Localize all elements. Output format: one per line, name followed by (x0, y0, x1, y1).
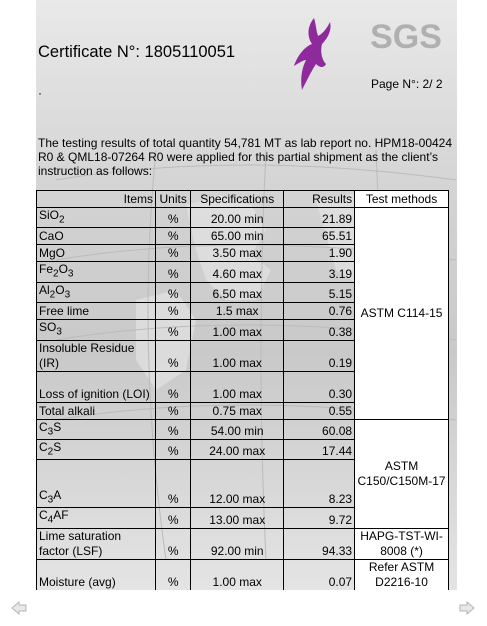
method-cell: ASTM C150/C150M-17 (355, 419, 449, 528)
item-cell: Insoluble Residue (IR) (37, 340, 156, 371)
intro-paragraph: The testing results of total quantity 54,781 MT as lab report no. HPM18-00424 R0 & QML18-07264 R0 were applied for this partial shipment as the client’s instruction as follows: (38, 136, 453, 178)
item-cell: $C_4AF$ (37, 508, 156, 528)
result-cell: 94.33 (284, 528, 355, 559)
result-cell: 0.55 (284, 402, 355, 419)
unit-cell: % (156, 245, 191, 262)
unit-cell: % (156, 419, 191, 439)
result-cell: 3.19 (284, 262, 355, 282)
method-cell: ASTM C114-15 (355, 208, 449, 420)
unit-cell: % (156, 320, 191, 340)
item-cell: Free lime (37, 303, 156, 320)
item-cell: Lime saturation factor (LSF) (37, 528, 156, 559)
results-table (36, 190, 449, 590)
item-cell: $C_3A$ (37, 460, 156, 508)
spec-cell: 6.50 max (191, 282, 284, 302)
table-row (37, 559, 449, 590)
bird-logo-icon (276, 16, 346, 92)
method-cell: Refer ASTM D2216-10 (355, 559, 449, 590)
header-results: Results (284, 191, 355, 208)
unit-cell: % (156, 371, 191, 402)
sgs-logo (366, 14, 446, 58)
item-cell: $C_3S$ (37, 419, 156, 439)
result-cell: 0.38 (284, 320, 355, 340)
item-cell: Loss of ignition (LOI) (37, 371, 156, 402)
leading-mark: · (38, 86, 42, 100)
unit-cell: % (156, 282, 191, 302)
item-cell: Moisture (avg) (37, 559, 156, 590)
unit-cell: % (156, 208, 191, 228)
unit-cell: % (156, 262, 191, 282)
table-row (37, 528, 449, 559)
result-cell: 0.30 (284, 371, 355, 402)
result-cell: 0.76 (284, 303, 355, 320)
spec-cell: 13.00 max (191, 508, 284, 528)
unit-cell: % (156, 460, 191, 508)
spec-cell: 1.00 max (191, 320, 284, 340)
page-number: Page N°: 2/ 2 (371, 77, 443, 91)
result-cell: 9.72 (284, 508, 355, 528)
spec-cell: 1.00 max (191, 559, 284, 590)
sgs-logo-text: SGS (370, 18, 442, 56)
spec-cell: 4.60 max (191, 262, 284, 282)
item-cell: CaO (37, 228, 156, 245)
table-row (37, 208, 449, 228)
result-cell: 21.89 (284, 208, 355, 228)
spec-cell: 3.50 max (191, 245, 284, 262)
spec-cell: 20.00 min (191, 208, 284, 228)
item-cell: $C_2S$ (37, 439, 156, 459)
right-arrow-icon[interactable] (459, 601, 475, 615)
header-test-methods: Test methods (355, 191, 449, 208)
item-cell: SiO$_2$ (37, 208, 156, 228)
item-cell: Total alkali (37, 402, 156, 419)
unit-cell: % (156, 559, 191, 590)
certificate-title: Certificate N°: 1805110051 (38, 43, 236, 61)
result-cell: 65.51 (284, 228, 355, 245)
table-row (37, 419, 449, 439)
left-arrow-icon[interactable] (11, 601, 27, 615)
item-cell: MgO (37, 245, 156, 262)
item-cell: $Al_2O_3$ (37, 282, 156, 302)
result-cell: 5.15 (284, 282, 355, 302)
unit-cell: % (156, 228, 191, 245)
spec-cell: 1.5 max (191, 303, 284, 320)
spec-cell: 12.00 max (191, 460, 284, 508)
table-header-row (37, 191, 449, 208)
unit-cell: % (156, 439, 191, 459)
spec-cell: 65.00 min (191, 228, 284, 245)
spec-cell: 54.00 min (191, 419, 284, 439)
result-cell: 0.07 (284, 559, 355, 590)
item-cell: $SO_3$ (37, 320, 156, 340)
unit-cell: % (156, 340, 191, 371)
spec-cell: 1.00 max (191, 371, 284, 402)
spec-cell: 92.00 min (191, 528, 284, 559)
spec-cell: 0.75 max (191, 402, 284, 419)
unit-cell: % (156, 528, 191, 559)
spec-cell: 24.00 max (191, 439, 284, 459)
unit-cell: % (156, 508, 191, 528)
result-cell: 60.08 (284, 419, 355, 439)
certificate-page (36, 0, 457, 590)
header-items: Items (37, 191, 156, 208)
item-cell: $Fe_2O_3$ (37, 262, 156, 282)
unit-cell: % (156, 402, 191, 419)
result-cell: 17.44 (284, 439, 355, 459)
unit-cell: % (156, 303, 191, 320)
result-cell: 1.90 (284, 245, 355, 262)
header-specifications: Specifications (191, 191, 284, 208)
result-cell: 0.19 (284, 340, 355, 371)
spec-cell: 1.00 max (191, 340, 284, 371)
method-cell: HAPG-TST-WI-8008 (*) (355, 528, 449, 559)
result-cell: 8.23 (284, 460, 355, 508)
header-units: Units (156, 191, 191, 208)
